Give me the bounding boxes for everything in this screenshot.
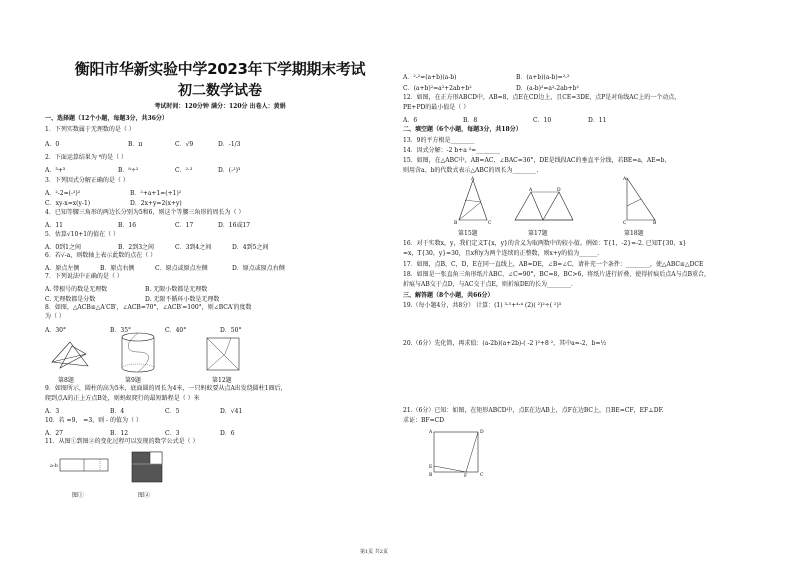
q2-option-d: D．(-²)³	[218, 167, 241, 174]
q12-option-c: C．10	[533, 117, 552, 124]
figure-8-caption: 第8题	[58, 377, 74, 384]
question-18: 18．如图是一张直角三角形纸片ABC，∠C=90°，BC=8，BC>6，将纸片进行折叠，使得折痕后点A与点B重合，	[403, 271, 711, 278]
question-20: 20.（6分）先化简，再求值：(a-2b)(a+2b)-( -2 )²+8 ²，其中a=-2，b=½	[403, 340, 607, 347]
question-6: 6．若√-a，则数轴上表示此数的点在（ ）	[45, 252, 157, 259]
svg-text:B: B	[454, 221, 458, 226]
figure-11b-caption: 图②	[138, 492, 151, 499]
q1-option-d: D．-1/3	[218, 141, 241, 148]
q10-option-b: B．12	[110, 430, 129, 437]
svg-text:C: C	[623, 221, 627, 226]
question-8: 8．如图，△ACB≌△A′CB′，∠ACB=70°，∠ACB′=100°，则∠BCA′的度数	[45, 304, 252, 311]
q3-option-b: B．²+a+1=(+1)²	[130, 190, 182, 197]
q3-option-d: D．2x+y=2(x+y)	[130, 200, 182, 207]
q6-option-b: B．原点右侧	[100, 265, 135, 272]
q4-option-c: C．17	[175, 222, 194, 229]
figure-17-triangles	[513, 188, 575, 224]
question-1: 1．下列实数属于无理数的是（ ）	[45, 126, 135, 133]
figure-12-square	[205, 336, 243, 372]
q3-option-c: C．xy-x=x(y-1)	[45, 200, 91, 207]
svg-text:a-b: a-b	[50, 463, 58, 469]
figure-11a-rectangles	[50, 455, 112, 485]
question-9-cont: 爬到点A的正上方点B处，则蚂蚁爬行的最短路程是（ ）米	[45, 395, 200, 402]
q10-option-a: A．27	[45, 430, 63, 437]
q3-option-a: A．²-2=(-²)²	[45, 190, 81, 197]
question-18-cont: 折痕与AB交于点D，与AC交于点E，则折痕DE的长为________.	[403, 281, 573, 288]
q12-option-b: B．8	[463, 117, 478, 124]
q5-option-d: D．4到5之间	[232, 244, 269, 251]
figure-21-rectangle	[428, 428, 488, 478]
question-21-cont: 求证：BF=CD	[403, 417, 445, 424]
question-2: 2．下面运算结果为 ⁶的是（ ）	[45, 154, 128, 161]
question-12-cont: PE+PD的最小值是（ ）	[403, 104, 470, 111]
exam-title: 衡阳市华新实验中学2023年下学期期末考试	[74, 60, 366, 78]
figure-15-triangle	[453, 178, 493, 224]
figure-17-caption: 第17题	[528, 230, 548, 237]
exam-info: 考试时间：120分钟 满分：120分 出卷人：黄娟	[154, 103, 286, 110]
svg-text:A: A	[471, 177, 475, 182]
question-13: 13．9的平方根是________	[403, 137, 475, 144]
svg-text:D: D	[480, 430, 484, 435]
q12-option-d: D．11	[588, 117, 607, 124]
question-5: 5．估算√10+1的值在（ ）	[45, 231, 120, 238]
q1-option-c: C．√9	[175, 141, 194, 148]
section-fill-heading: 二、填空题（6个小题，每题3分，共18分）	[403, 126, 522, 133]
figure-11a-caption: 图①	[72, 492, 85, 499]
q6-option-a: A．原点左侧	[45, 265, 80, 272]
question-12: 12．如图，在正方形ABCD中，AB=8，点E在CD边上，且CE=3DE，点P是对角线AC上的一个动点，	[403, 94, 681, 101]
svg-text:C: C	[480, 473, 484, 478]
q9-option-d: D．√41	[220, 408, 243, 415]
figure-18-caption: 第18题	[624, 230, 644, 237]
q9-option-b: B．4	[110, 408, 125, 415]
question-3: 3．下列因式分解正确的是（ ）	[45, 177, 129, 184]
question-16-cont: =x，T{30，y}=30，且x和y为两个连续的正整数，则x+y的值为______.	[403, 250, 600, 257]
svg-text:F: F	[464, 474, 468, 479]
q5-option-b: B．2到3之间	[118, 244, 155, 251]
q9-option-a: A．3	[45, 408, 60, 415]
q11-option-b: B．(a+b)(a-b)=²-²	[516, 74, 570, 81]
svg-text:C: C	[488, 221, 492, 226]
exam-subtitle: 初二数学试卷	[178, 83, 262, 99]
question-19: 19.（每小题4分，共8分） 计算：(1) ³·⁵+⁴·⁴ (2)( ²)²÷( ²)³	[403, 302, 562, 309]
q5-option-c: C．3到4之间	[175, 244, 212, 251]
figure-12-caption: 第12题	[212, 377, 232, 384]
q7-option-c: C. 无理数都是分数	[45, 296, 96, 303]
q7-option-a: A. 带根号的数是无理数	[45, 286, 108, 293]
figure-11b-square	[130, 450, 166, 486]
q10-option-d: D．6	[220, 430, 235, 437]
q7-option-d: D. 无限不循环小数是无理数	[145, 296, 220, 303]
question-10: 10．若 =9， =3，则 - 的值为（ ）	[45, 417, 142, 424]
q6-option-c: C．原点或原点左侧	[155, 265, 208, 272]
q8-option-d: D．50°	[220, 327, 242, 334]
page-footer: 第1页 共2页	[360, 549, 388, 555]
question-15: 15．如图，在△ABC中，AB=AC，∠BAC=36°，DE是线段AC的垂直平分线，若BE=a，AE=b，	[403, 157, 671, 164]
question-17: 17．如图，点B，C，D，E在同一直线上，AB=DE，∠B=∠C，请补充一个条件：________，使△ABC≌△DCE	[403, 261, 704, 268]
figure-9-caption: 第9题	[125, 377, 141, 384]
question-7: 7．下列说法中正确的是（ ）	[45, 273, 123, 280]
svg-text:A: A	[529, 188, 533, 193]
figure-15-caption: 第15题	[458, 230, 478, 237]
q1-option-a: A．0	[45, 141, 60, 148]
q11-option-d: D．(a-b)²=a²-2ab+b²	[516, 85, 579, 92]
q4-option-b: B．16	[118, 222, 137, 229]
figure-8-triangles	[50, 340, 90, 370]
q7-option-b: B. 无限小数都是无理数	[145, 286, 208, 293]
q8-option-b: B．35°	[110, 327, 132, 334]
question-9: 9．如图所示，圆柱的高为5米，底面圆的周长为4米，一只蚂蚁要从点A出发绕圆柱1圈后，	[45, 385, 287, 392]
svg-text:D: D	[557, 188, 561, 193]
q12-option-a: A．6	[403, 117, 418, 124]
q2-option-a: A．³+³	[45, 167, 66, 174]
section-solve-heading: 三、解答题（8个小题，共66分）	[403, 292, 494, 299]
q10-option-c: C．3	[165, 430, 180, 437]
q8-option-c: C．40°	[165, 327, 187, 334]
q4-option-d: D．16或17	[218, 222, 251, 229]
svg-text:E: E	[429, 465, 433, 470]
question-14: 14．因式分解：-2 b+a ²=________	[403, 147, 501, 154]
q11-option-a: A．²-²=(a+b)(a-b)	[403, 74, 457, 81]
q2-option-b: B．⁸÷²	[118, 167, 139, 174]
question-16: 16．对于实数x，y，我们定义T{x，y}的含义为取两数中的较小值。例如：T{1，-2}=-2. 已知T{30，x}	[403, 240, 687, 247]
q5-option-a: A．0到1之间	[45, 244, 81, 251]
svg-text:B: B	[653, 221, 657, 226]
q8-option-a: A．30°	[45, 327, 66, 334]
question-8-cont: 为（ ）	[45, 313, 65, 320]
q6-option-d: D．原点或原点右侧	[232, 265, 285, 272]
q11-option-c: C．(a+b)²=a²+2ab+b²	[403, 85, 472, 92]
q2-option-c: C．²·³	[175, 167, 193, 174]
question-11: 11．从图①到图②的变化过程可以发现的数学公式是（ ）	[45, 438, 199, 445]
question-21: 21.（6分）已知：如图，在矩形ABCD中，点E在边AB上，点F在边BC上，且BE=CF，EF⊥DF.	[403, 407, 664, 414]
q1-option-b: B．π	[128, 141, 143, 148]
figure-9-cylinder	[120, 332, 156, 374]
q9-option-c: C．5	[165, 408, 180, 415]
q4-option-a: A．11	[45, 222, 63, 229]
question-4: 4．已知等腰三角形的两边长分别为5和6，则这个等腰三角形的周长为（ ）	[45, 209, 245, 216]
svg-text:A: A	[429, 430, 433, 435]
svg-text:B: B	[429, 473, 433, 478]
figure-18-right-triangle	[623, 176, 659, 224]
question-15-cont: 则用含a、b的代数式表示△ABC的周长为________.	[403, 167, 539, 174]
svg-text:A: A	[623, 177, 627, 182]
section-choice-heading: 一、选择题（12个小题，每题3分，共36分）	[45, 115, 168, 122]
